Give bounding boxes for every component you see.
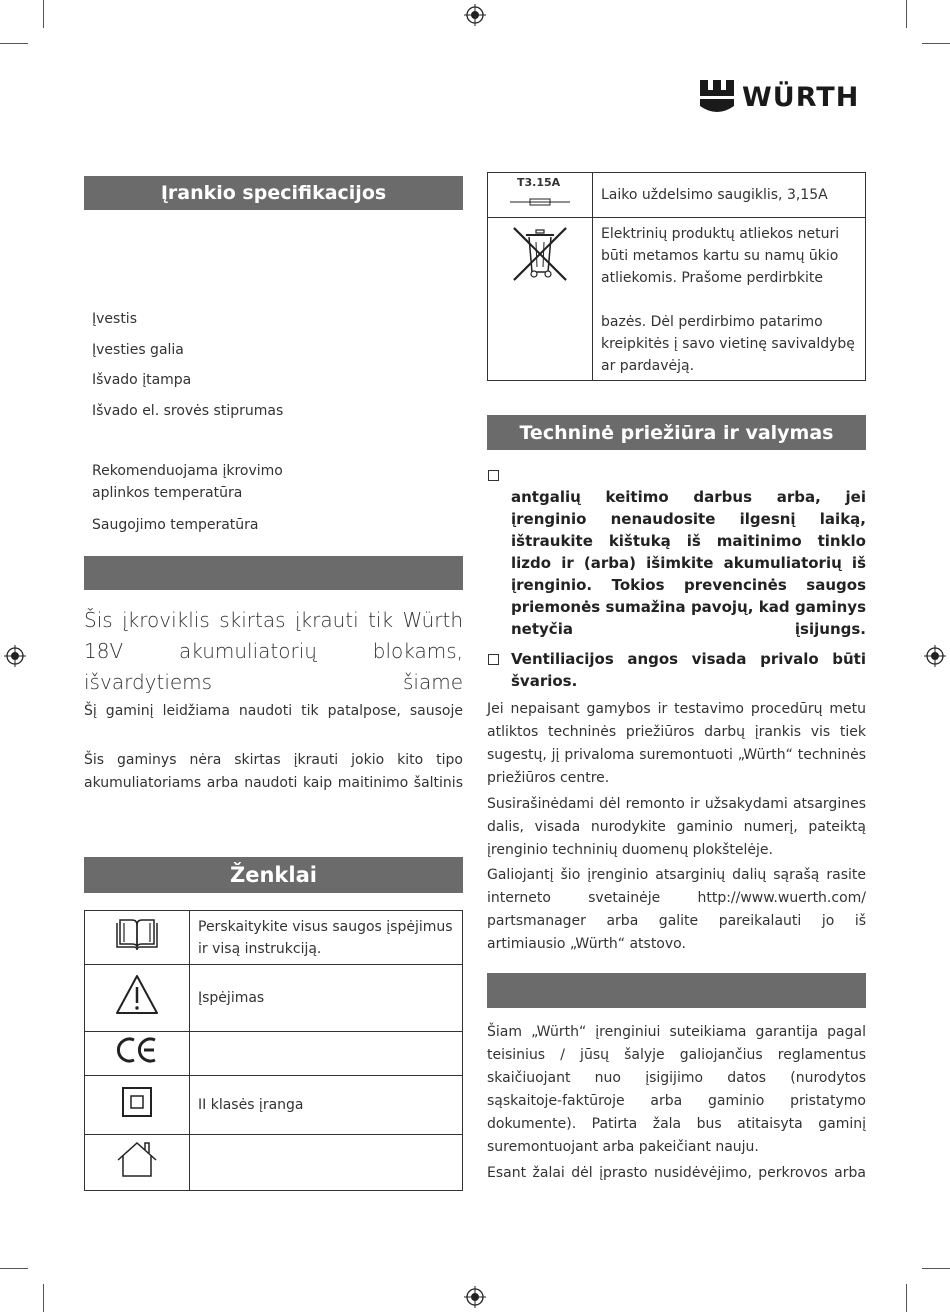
wurth-logo-icon	[700, 80, 734, 114]
paragraph: Jei nepaisant gamybos ir testavimo procedūrų metu atliktos techninės priežiūros darbų įrankis vis tiek sugestų, jį privaloma suremontuoti „Würth“ techninės priežiūros centre.	[487, 701, 866, 786]
crop-mark	[906, 1284, 907, 1312]
registration-mark-icon	[464, 1286, 486, 1308]
symbol-row	[488, 173, 866, 218]
manual-book-icon	[114, 917, 160, 951]
lead-paragraph: Šis įkroviklis skirtas įkrauti tik Würth 18V akumuliatorių blokams, išvardytiems šiame	[84, 608, 463, 694]
section-bar	[84, 556, 463, 590]
crop-mark	[906, 0, 907, 28]
paragraph: Esant žalai dėl įprasto nusidėvėjimo, perkrovos arba	[487, 1165, 866, 1181]
brand-logo	[700, 79, 866, 115]
ce-mark-icon	[115, 1036, 159, 1064]
maintenance-heading: Techninė priežiūra ir valymas	[487, 415, 866, 450]
crop-mark	[0, 43, 28, 44]
symbol-row	[85, 1032, 463, 1076]
paragraph: Šį gaminį leidžiama naudoti tik patalpose, sausoje	[84, 703, 463, 719]
crop-mark	[922, 43, 950, 44]
weee-text: Elektrinių produktų atliekos neturi būti metamos kartu su namų ūkio atliekomis. Prašome perdirbkite	[601, 226, 840, 286]
symbol-text: Laiko uždelsimo saugiklis, 3,15A	[593, 173, 866, 218]
bullet-box	[488, 470, 499, 481]
fuse-label: T3.15A	[517, 175, 561, 189]
paragraph: Galiojantį šio įrenginio atsarginių dalių sąrašą rasite interneto svetainėje http://www.wuerth.com/ partsmanager arba galite pareikalauti jo iš artimiausio „Würth“ atstovo.	[487, 867, 866, 952]
symbols-heading: Ženklai	[84, 857, 463, 893]
symbol-row	[85, 1135, 463, 1191]
weee-crossed-bin-icon	[510, 224, 570, 284]
registration-mark-icon	[464, 4, 486, 26]
symbol-text: Perskaitykite visus saugos įspėjimus ir visą instrukciją.	[190, 911, 463, 965]
spec-label: Rekomenduojama įkrovimo aplinkos temperatūra	[92, 463, 283, 501]
bullet-text: Ventiliacijos angos visada privalo būti švarios.	[511, 650, 866, 690]
crop-mark	[43, 0, 44, 28]
symbol-row	[488, 218, 866, 381]
symbol-text	[190, 1032, 463, 1076]
warning-triangle-icon	[114, 973, 160, 1017]
spec-label: Išvado el. srovės stiprumas	[92, 403, 284, 419]
symbol-row	[85, 1076, 463, 1135]
bullet-text: antgalių keitimo darbus arba, jei įrenginio nenaudosite ilgesnį laiką, ištraukite kištuką iš maitinimo tinklo lizdo ir (arba) išimkite akumuliatorių iš įrenginio. Tokios prevencinės saugos priemonės sumažina pavojų, kad gaminys netyčia įsijungs.	[511, 488, 866, 638]
symbol-text: Įspėjimas	[190, 965, 463, 1032]
disposal-table	[487, 172, 866, 381]
symbol-row	[85, 965, 463, 1032]
spec-label: Įvesties galia	[92, 342, 184, 358]
symbol-text	[190, 1135, 463, 1191]
class-ii-icon	[120, 1085, 154, 1119]
indoor-house-icon	[115, 1139, 159, 1179]
weee-text: bazės. Dėl perdirbimo patarimo kreipkitės į savo vietinę savivaldybę ar pardavėją.	[601, 314, 855, 374]
symbol-row	[85, 911, 463, 965]
brand-name: WÜRTH	[742, 81, 860, 113]
crop-mark	[43, 1284, 44, 1312]
spec-label: Įvestis	[92, 311, 137, 327]
symbols-table	[84, 910, 463, 1191]
paragraph: Šiam „Würth“ įrenginiui suteikiama garantija pagal teisinius / jūsų šalyje galiojančius reglamentus skaičiuojant nuo įsigijimo datos (nurodytos sąskaitoje-faktūroje arba gaminio pristatymo dokumente). Patirta žala bus atitaisyta gaminį suremontuojant arba pakeičiant nauju.	[487, 1024, 866, 1155]
spec-label: Saugojimo temperatūra	[92, 517, 259, 533]
spec-label: Išvado įtampa	[92, 372, 192, 388]
section-bar	[487, 973, 866, 1008]
spec-heading: Įrankio specifikacijos	[84, 176, 463, 210]
paragraph: Susirašinėdami dėl remonto ir užsakydami atsargines dalis, visada nurodykite gaminio numerį, pateiktą įrenginio techninių duomenų plokštelėje.	[487, 796, 866, 858]
fuse-icon	[510, 197, 570, 207]
crop-mark	[922, 1268, 950, 1269]
paragraph: Šis gaminys nėra skirtas įkrauti jokio kito tipo akumuliatoriams arba naudoti kaip maitinimo šaltinis	[84, 752, 463, 791]
crop-mark	[0, 1268, 28, 1269]
bullet-box	[488, 654, 499, 665]
registration-mark-icon	[4, 645, 26, 667]
registration-mark-icon	[924, 645, 946, 667]
symbol-text: II klasės įranga	[190, 1076, 463, 1135]
